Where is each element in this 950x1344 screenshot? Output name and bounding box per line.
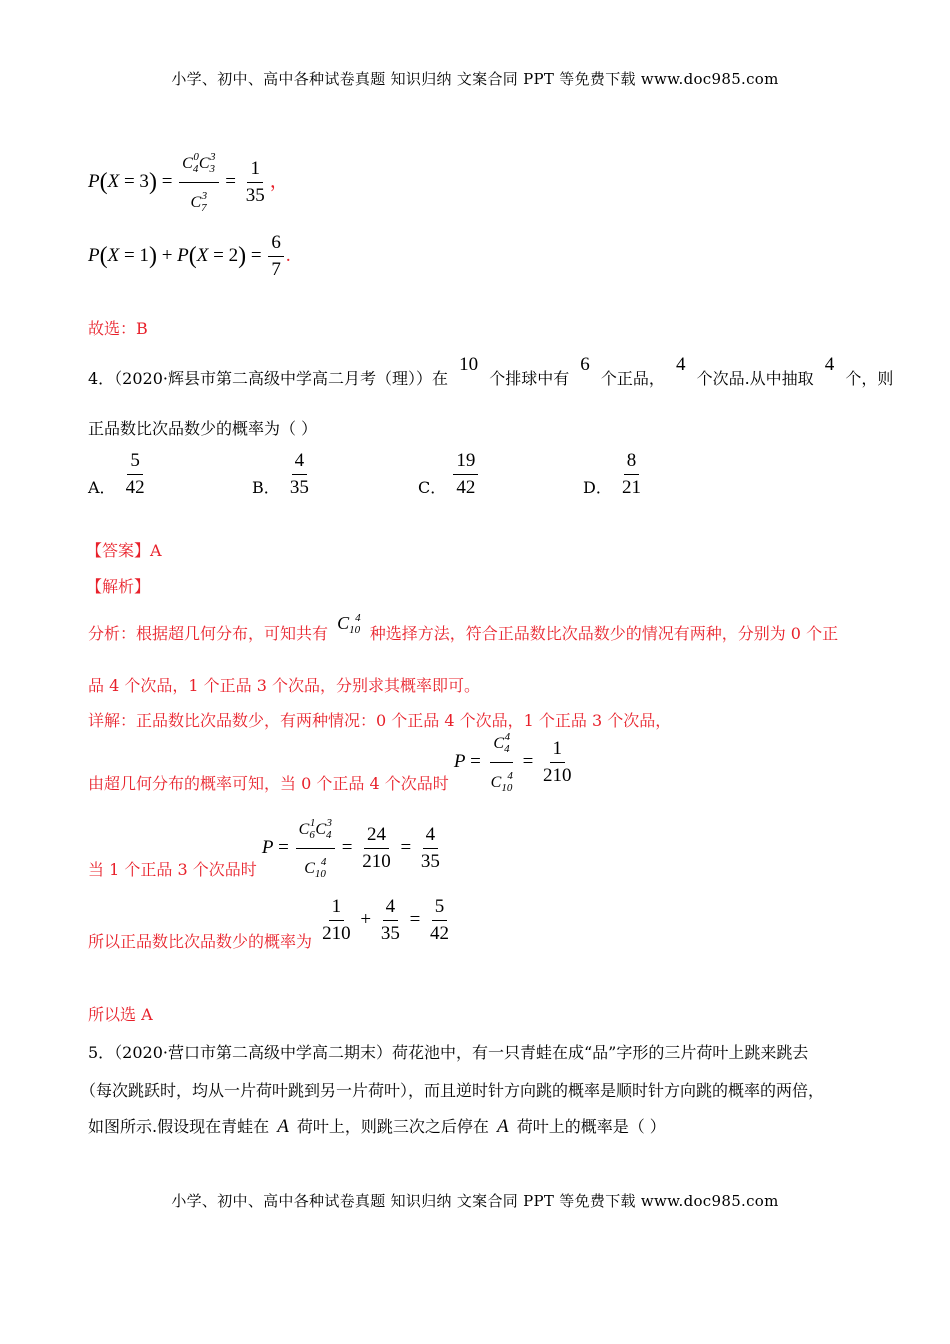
- choose-b: 故选：B: [88, 319, 148, 338]
- fraction: $\frac{4}{35}$: [289, 450, 309, 498]
- option-d[interactable]: D． $\frac{8}{21}$: [583, 450, 646, 499]
- q4-line2: 正品数比次品数少的概率为（ ）: [88, 419, 318, 438]
- formula-px3: P(X = 3) = $\frac{C_4^0C_3^3}{C_7^3}$ = $\frac{1}{35}$ ，: [88, 146, 289, 219]
- fraction: $\frac{6}{7}$: [268, 232, 284, 281]
- analysis-p7: 所以选 A: [88, 1005, 153, 1024]
- formula-psum: P(X = 1) + P(X = 2) = $\frac{6}{7}$ .: [88, 232, 291, 280]
- fraction: $\frac{5}{42}$: [125, 450, 145, 498]
- fraction: $\frac{C_4^0C_3^3}{C_7^3}$: [179, 146, 218, 219]
- fraction: $\frac{5}{42}$: [430, 896, 450, 944]
- analysis-p5: 当 1 个正品 3 个次品时 P = $\frac{C_6^1C_4^3}{C_{10}^4}$ = $\frac{24}{210}$ = $\frac{4}{35}$: [88, 830, 445, 903]
- q4-line1: 4．（2020·辉县市第二高级中学高二月考（理））在 10 个排球中有 6 个正品， 4 个次品.从中抽取 4 个，则: [88, 354, 894, 388]
- fraction: $\frac{C_4^4}{C_{10}^4}$: [488, 726, 516, 799]
- fraction: $\frac{24}{210}$: [362, 824, 391, 872]
- fraction: $\frac{4}{35}$: [420, 824, 440, 872]
- q5-line3: 如图所示.假设现在青蛙在 A 荷叶上，则跳三次之后停在 A 荷叶上的概率是（ ）: [88, 1116, 666, 1137]
- answer-label: 【答案】A: [86, 541, 162, 560]
- analysis-p6: 所以正品数比次品数少的概率为 $\frac{1}{210}$ + $\frac{4}{35}$ = $\frac{5}{42}$: [88, 914, 454, 963]
- fraction: $\frac{19}{42}$: [453, 450, 478, 499]
- analysis-p3: 详解：正品数比次品数少，有两种情况：0 个正品 4 个次品，1 个正品 3 个次品，: [88, 711, 672, 730]
- option-a[interactable]: A． $\frac{5}{42}$: [88, 450, 150, 499]
- fraction: $\frac{4}{35}$: [380, 896, 400, 944]
- analysis-p1: 分析：根据超几何分布，可知共有 $C_{10}^4$ 种选择方法，符合正品数比次品数少的情况有两种，分别为 0 个正: [88, 612, 839, 643]
- analysis-p2: 品 4 个次品，1 个正品 3 个次品，分别求其概率即可。: [88, 676, 480, 695]
- fraction: $\frac{1}{210}$: [543, 738, 572, 786]
- fraction: $\frac{1}{210}$: [322, 896, 351, 944]
- fraction: $\frac{C_6^1C_4^3}{C_{10}^4}$: [296, 812, 335, 885]
- fraction: $\frac{8}{21}$: [621, 450, 641, 498]
- option-b[interactable]: B． $\frac{4}{35}$: [252, 450, 314, 499]
- analysis-title: 【解析】: [86, 577, 151, 596]
- option-c[interactable]: C． $\frac{19}{42}$: [418, 450, 480, 499]
- page-footer: 小学、初中、高中各种试卷真题 知识归纳 文案合同 PPT 等免费下载 www.doc985.com: [171, 1192, 779, 1210]
- analysis-p4: 由超几何分布的概率可知，当 0 个正品 4 个次品时 P = $\frac{C_4^4}{C_{10}^4}$ = $\frac{1}{210}$: [88, 744, 577, 817]
- page-header: 小学、初中、高中各种试卷真题 知识归纳 文案合同 PPT 等免费下载 www.doc985.com: [171, 70, 779, 88]
- fraction: $\frac{1}{35}$: [245, 158, 265, 206]
- q5-line2: （每次跳跃时，均从一片荷叶跳到另一片荷叶），而且逆时针方向跳的概率是顺时针方向跳的概率的两倍，: [80, 1081, 825, 1100]
- q5-line1: 5．（2020·营口市第二高级中学高二期末）荷花池中，有一只青蛙在成“品”字形的三片荷叶上跳来跳去: [88, 1043, 809, 1062]
